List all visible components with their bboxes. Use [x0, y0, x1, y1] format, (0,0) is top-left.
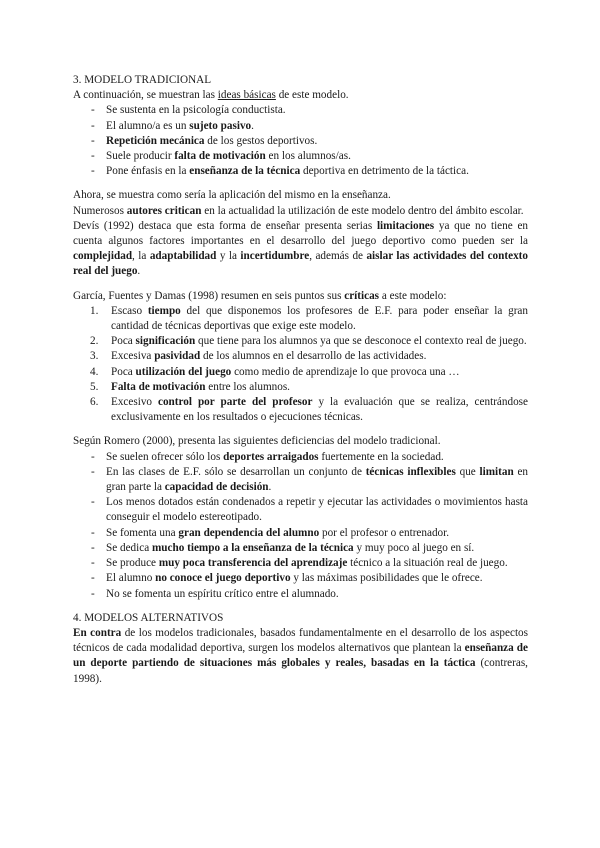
list-item — [73, 380, 528, 395]
text-run: ya que no tiene en cuenta algunos factores importantes en el desarrollo del juego deportivo como pueden ser la — [73, 219, 529, 248]
text-run: deportiva en detrimento de la táctica. — [300, 165, 469, 178]
bullet-marker: - — [91, 587, 95, 600]
text-run: , la — [132, 250, 150, 263]
text-run: en los alumnos/as. — [265, 150, 351, 163]
bold-text: adaptabilidad — [149, 250, 217, 263]
bullet-marker: - — [91, 119, 95, 132]
text-run: de los gestos deportivos. — [204, 134, 318, 147]
section-3-title: 3. MODELO TRADICIONAL — [73, 74, 212, 86]
bullet-marker: - — [91, 450, 95, 463]
list-item — [73, 103, 528, 118]
bold-text: muy poca transferencia del aprendizaje — [158, 557, 348, 570]
text-run: de los modelos tradicionales, basados fundamentalmente en el desarrollo de los aspectos técnicos de cada modalidad deportiva, surgen los modelos alternativos que plantean la — [73, 626, 529, 655]
romero-paragraph — [73, 434, 528, 449]
list-number: 5. — [90, 380, 99, 393]
bold-text: incertidumbre — [240, 250, 310, 263]
text-run: Devís (1992) destaca que esta forma de enseñar presenta serias — [73, 219, 377, 232]
text-run: Según Romero (2000), presenta las siguientes deficiencias del modelo tradicional. — [73, 435, 441, 448]
text-run: como medio de aprendizaje lo que provoca una … — [231, 365, 460, 378]
bold-text: Repetición mecánica — [106, 134, 205, 147]
text-run: Excesiva — [111, 350, 155, 363]
text-run: y muy poco al juego en sí. — [353, 541, 475, 554]
text-run: Poca — [111, 335, 136, 348]
text-run: en gran parte la — [106, 465, 528, 494]
text-run: No se fomenta un espíritu crítico entre el alumnado. — [106, 587, 339, 600]
bullet-marker: - — [91, 557, 95, 570]
list-item — [73, 556, 528, 571]
critiques-list — [73, 304, 528, 426]
text-run: Se sustenta en la psicología conductista. — [106, 104, 286, 117]
text-run: A continuación, se muestran las — [73, 89, 218, 102]
bold-text: autores critican — [126, 204, 202, 217]
text-run: Se dedica — [106, 541, 152, 554]
list-item — [73, 365, 528, 380]
section-4-paragraph — [73, 626, 528, 687]
list-item — [73, 119, 528, 134]
text-run: El alumno — [106, 572, 156, 585]
list-number: 1. — [90, 304, 99, 317]
text-run: Ahora, se muestra como sería la aplicación del mismo en la enseñanza. — [73, 189, 391, 202]
bullet-marker: - — [91, 465, 95, 478]
list-number: 6. — [90, 396, 99, 409]
bold-text: falta de motivación — [174, 150, 266, 163]
text-run: Excesivo — [111, 396, 158, 409]
bold-text: no conoce el juego deportivo — [155, 572, 291, 585]
basic-ideas-list — [73, 103, 528, 179]
text-run: del que disponemos los profesores de E.F. para poder enseñar la gran cantidad de técnicas deportivas que exige este modelo. — [111, 304, 528, 333]
list-number: 2. — [90, 335, 99, 348]
bullet-marker: - — [91, 496, 95, 509]
bullet-marker: - — [91, 165, 95, 178]
text-run: Se suelen ofrecer sólo los — [106, 450, 224, 463]
list-item — [73, 571, 528, 586]
list-item — [73, 304, 528, 334]
text-run: y las máximas posibilidades que le ofrece. — [290, 572, 483, 585]
list-item — [73, 149, 528, 164]
list-item — [73, 495, 528, 525]
text-run: Pone énfasis en la — [106, 165, 190, 178]
bullet-marker: - — [91, 526, 95, 539]
bold-text: significación — [135, 335, 196, 348]
text-run: Se produce — [106, 557, 159, 570]
list-item — [73, 526, 528, 541]
bold-text: críticas — [344, 289, 380, 302]
text-run: Escaso — [111, 304, 148, 317]
bold-text: mucho tiempo a la enseñanza de la técnica — [151, 541, 354, 554]
text-run: por el profesor o entrenador. — [319, 526, 450, 539]
bold-text: Falta de motivación — [111, 380, 206, 393]
deficiencies-list — [73, 450, 528, 602]
bullet-marker: - — [91, 134, 95, 147]
bold-text: técnicas inflexibles — [365, 465, 456, 478]
bullet-marker: - — [91, 104, 95, 117]
list-item — [73, 395, 528, 425]
text-run: Suele producir — [106, 150, 175, 163]
bold-text: enseñanza de un deporte partiendo de situaciones más globales y reales, basadas en la táctica — [73, 642, 528, 670]
bullet-marker: - — [91, 572, 95, 585]
text-run: técnico a la situación real de juego. — [347, 557, 508, 570]
text-run: entre los alumnos. — [205, 380, 290, 393]
garcia-paragraph — [73, 289, 528, 304]
text-run: . — [268, 481, 272, 494]
bold-text: utilización del juego — [135, 365, 232, 378]
bold-text: control por parte del profesor — [158, 396, 313, 409]
text-run: García, Fuentes y Damas (1998) resumen en seis puntos sus — [73, 289, 345, 302]
bold-text: complejidad — [73, 250, 133, 263]
section-3-intro — [73, 88, 528, 103]
bold-text: limitaciones — [376, 219, 435, 232]
bold-text: tiempo — [147, 304, 181, 317]
text-run: En las clases de E.F. sólo se desarrollan un conjunto de — [106, 465, 366, 478]
bold-text: deportes arraigados — [223, 450, 319, 463]
bold-text: aislar las actividades del contexto real del juego — [73, 250, 528, 278]
text-run: Poca — [111, 365, 136, 378]
devis-paragraph — [73, 219, 528, 280]
list-item — [73, 134, 528, 149]
list-item — [73, 450, 528, 465]
bullet-marker: - — [91, 541, 95, 554]
text-run: Los menos dotados están condenados a repetir y ejecutar las actividades o movimientos hasta conseguir el modelo estereotipado. — [106, 496, 528, 524]
list-number: 4. — [90, 365, 99, 378]
list-item — [73, 587, 528, 602]
text-run: fuertemente en la sociedad. — [318, 450, 444, 463]
bold-text: enseñanza de la técnica — [189, 165, 301, 178]
bold-text: limitan — [479, 465, 514, 478]
text-run: en la actualidad la utilización de este modelo dentro del ámbito escolar. — [201, 204, 524, 217]
text-run: de los alumnos en el desarrollo de las actividades. — [200, 350, 427, 363]
text-run: El alumno/a es un — [106, 119, 190, 132]
list-number: 3. — [90, 350, 99, 363]
bold-text: gran dependencia del alumno — [178, 526, 320, 539]
text-run: y la evaluación que se realiza, centrándose exclusivamente en los resultados o ejecuciones técnicas. — [111, 396, 528, 424]
text-run: Se fomenta una — [106, 526, 179, 539]
bold-text: capacidad de decisión — [164, 481, 269, 494]
section-4-title: 4. MODELOS ALTERNATIVOS — [73, 611, 224, 624]
authors-critique-paragraph — [73, 204, 528, 219]
text-run: . — [251, 119, 254, 132]
text-run: . — [137, 265, 141, 278]
text-run: , además de — [309, 250, 367, 263]
text-run: a este modelo: — [379, 289, 447, 302]
bold-text: pasividad — [154, 350, 201, 363]
underlined-text: ideas básicas — [217, 89, 276, 102]
list-item — [73, 349, 528, 364]
bullet-marker: - — [91, 150, 95, 163]
bold-text: En contra — [73, 626, 122, 639]
application-paragraph — [73, 188, 528, 203]
list-item — [73, 541, 528, 556]
list-item — [73, 465, 528, 495]
text-run: que — [455, 465, 480, 478]
list-item — [73, 164, 528, 179]
text-run: Numerosos — [73, 204, 127, 217]
list-item — [73, 334, 528, 349]
text-run: que tiene para los alumnos ya que se desconoce el contexto real de juego. — [195, 335, 527, 348]
bold-text: sujeto pasivo — [189, 119, 252, 132]
text-run: (contreras, 1998). — [73, 657, 528, 685]
text-run: de este modelo. — [275, 89, 349, 102]
text-run: y la — [216, 250, 241, 263]
document-page — [73, 73, 528, 687]
